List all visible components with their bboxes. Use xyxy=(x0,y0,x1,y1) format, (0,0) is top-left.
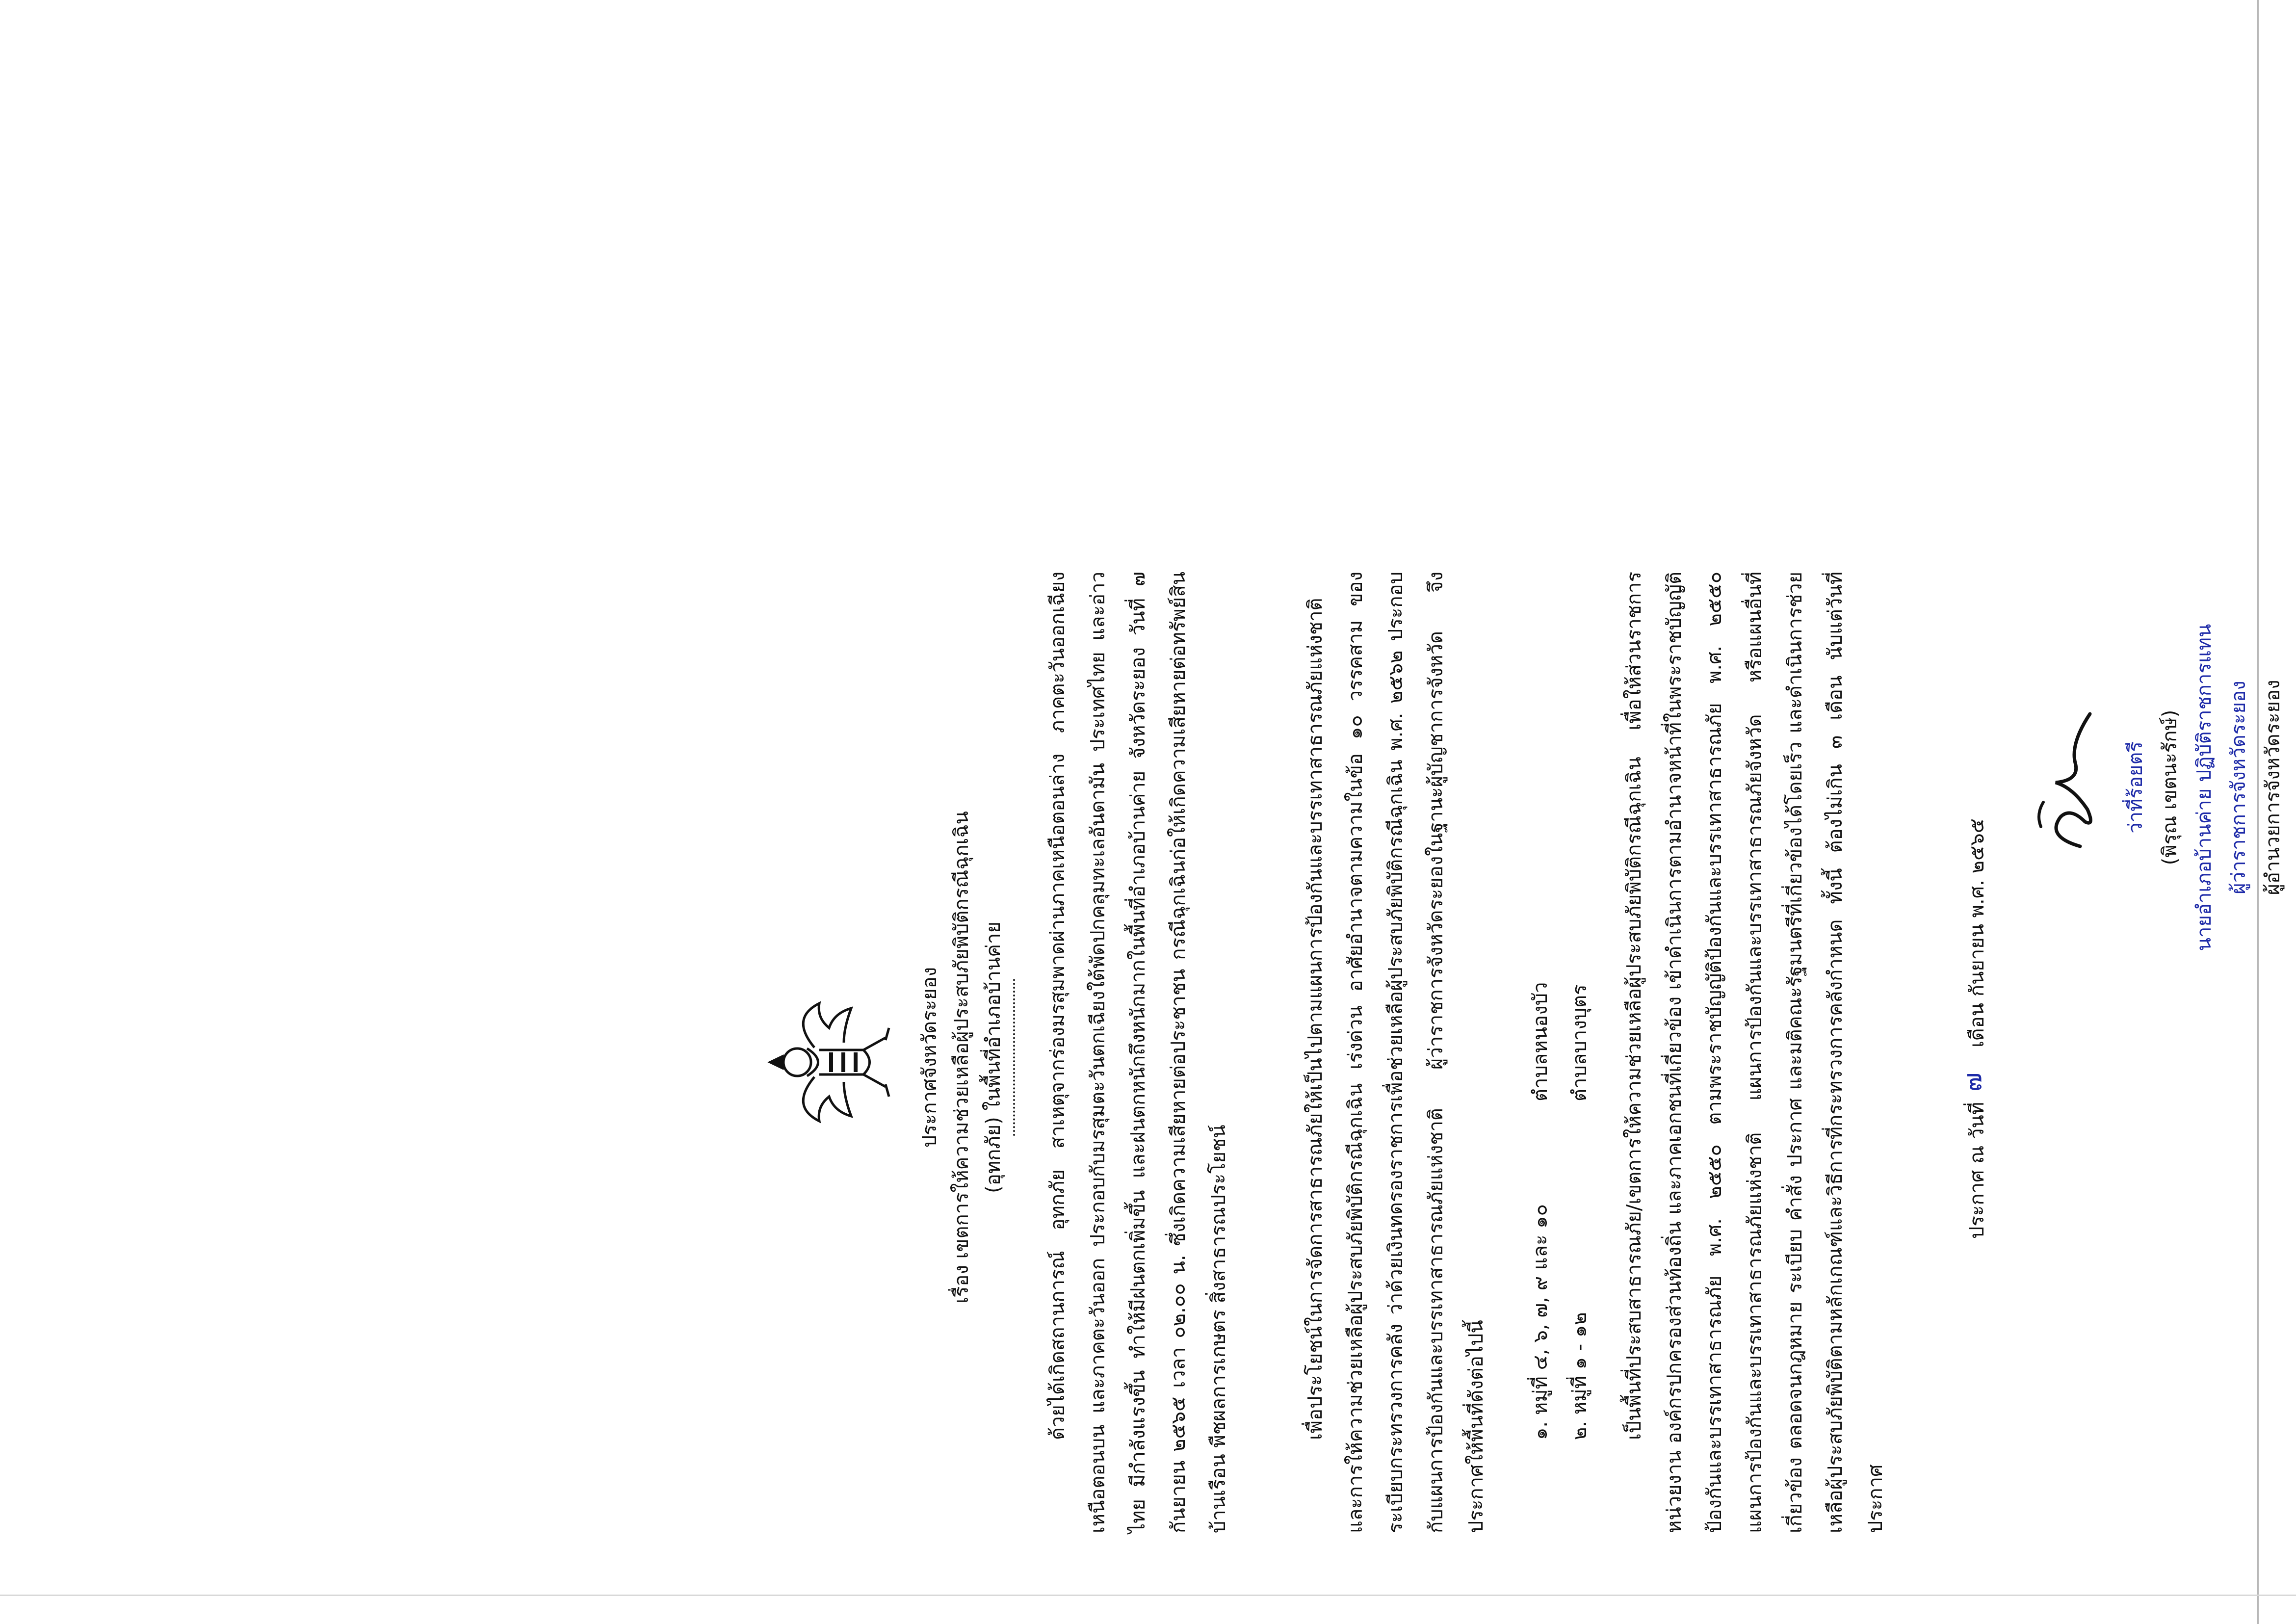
date-month-year: เดือน กันยายน พ.ศ. ๒๕๖๕ xyxy=(1966,818,1988,1048)
signer-position-acting: นายอำเภอบ้านค่าย ปฏิบัติราชการแทน xyxy=(2193,624,2216,951)
area-item-1-subdistrict: ตำบลหนองบัว xyxy=(1529,982,1552,1101)
garuda-emblem-icon xyxy=(760,998,893,1126)
paragraph-authority: เพื่อประโยชน์ในการจัดการสาธารณภัยให้เป็นไปตามแผนการป้องกันและบรรเทาสาธารณภัยแห่งชาติ และการให้ความช่วยเหลือผู้ประสบภัยพิบัติกรณีฉุกเฉิน เร่งด่วน อาศัยอำนาจตามความในข้อ ๑๐ วรรคสาม ของระเบียบกระทรวงการคลัง ว่าด้วยเงินทดรองราชการเพื่อช่วยเหลือผู้ประสบภัยพิบัติกรณีฉุกเฉิน พ.ศ. ๒๕๖๒ ประกอบกับแผนการป้องกันและบรรเทาสาธารณภัยแห่งชาติ ผู้ว่าราชการจังหวัดระยองในฐานะผู้บัญชาการจังหวัด จึงประกาศให้พื้นที่ดังต่อไปนี้ xyxy=(1304,572,1487,1533)
paragraph-cause: ด้วยได้เกิดสถานการณ์ อุทกภัย สาเหตุจากร่องมรสุมพาดผ่านภาคเหนือตอนล่าง ภาคตะวันออกเฉียงเหนือตอนบน และภาคตะวันออก ประกอบกับมรสุมตะวันตกเฉียงใต้พัดปกคลุมทะเลอันดามัน ประเทศไทย และอ่าวไทย มีกำลังแรงขึ้น ทำให้มีฝนตกเพิ่มขึ้น และฝนตกหนักถึงหนักมากในพื้นที่อำเภอบ้านค่าย จังหวัดระยอง วันที่ ๗ กันยายน ๒๕๖๕ เวลา ๐๒.๐๐ น. ซึ่งเกิดความเสียหายต่อประชาชน กรณีฉุกเฉินก่อให้เกิดความเสียหายต่อทรัพย์สิน บ้านเรือน พืชผลการเกษตร สิ่งสาธารณประโยชน์ xyxy=(1046,572,1230,1533)
document-page xyxy=(731,493,2296,1622)
header-divider xyxy=(1013,979,1015,1136)
date-prefix: ประกาศ ณ วันที่ xyxy=(1966,1101,1988,1239)
disaster-line: (อุทกภัย) ในพื้นที่อำเภอบ้านค่าย xyxy=(982,921,1005,1193)
area-item-1-villages: ๑. หมู่ที่ ๔, ๖, ๗, ๙ และ ๑๐ xyxy=(1529,1204,1552,1440)
issuer-title: ประกาศจังหวัดระยอง xyxy=(918,967,941,1148)
signer-position-governor: ผู้ว่าราชการจังหวัดระยอง xyxy=(2227,681,2250,894)
area-item-2-villages: ๒. หมู่ที่ ๑ - ๑๒ xyxy=(1568,1312,1591,1440)
signer-position-director: ผู้อำนวยการจังหวัดระยอง xyxy=(2262,680,2284,895)
signer-name: (พิรุณ เขตนะรักษ์) xyxy=(2159,709,2181,865)
date-day-handwritten: ๗ xyxy=(1958,1072,1987,1092)
signer-rank: ว่าที่ร้อยตรี xyxy=(2124,741,2147,834)
handwritten-signature-icon xyxy=(2026,709,2114,856)
subject-line: เรื่อง เขตการให้ความช่วยเหลือผู้ประสบภัยพิบัติกรณีฉุกเฉิน xyxy=(950,811,973,1304)
area-item-2-subdistrict: ตำบลบางบุตร xyxy=(1568,984,1591,1101)
paragraph-declaration: เป็นพื้นที่ประสบสาธารณภัย/เขตการให้ความช่วยเหลือผู้ประสบภัยพิบัติกรณีฉุกเฉิน เพื่อให้ส่วนราชการหน่วยงาน องค์กรปกครองส่วนท้องถิ่น และภาคเอกชนที่เกี่ยวข้อง เข้าดำเนินการตามอำนาจหน้าที่ในพระราชบัญญัติป้องกันและบรรเทาสาธารณภัย พ.ศ. ๒๕๕๐ ตามพระราชบัญญัติป้องกันและบรรเทาสาธารณภัย พ.ศ. ๒๕๕๐ แผนการป้องกันและบรรเทาสาธารณภัยแห่งชาติ แผนการป้องกันและบรรเทาสาธารณภัยจังหวัด หรือแผนอื่นที่เกี่ยวข้อง ตลอดจนกฎหมาย ระเบียบ คำสั่ง ประกาศ และมติคณะรัฐมนตรีที่เกี่ยวข้องได้โดยเร็ว และดำเนินการช่วยเหลือผู้ประสบภัยพิบัติตามหลักเกณฑ์และวิธีการที่กระทรวงการคลังกำหนด ทั้งนี้ ต้องไม่เกิน ๓ เดือน นับแต่วันที่ประกาศ xyxy=(1623,572,1887,1533)
